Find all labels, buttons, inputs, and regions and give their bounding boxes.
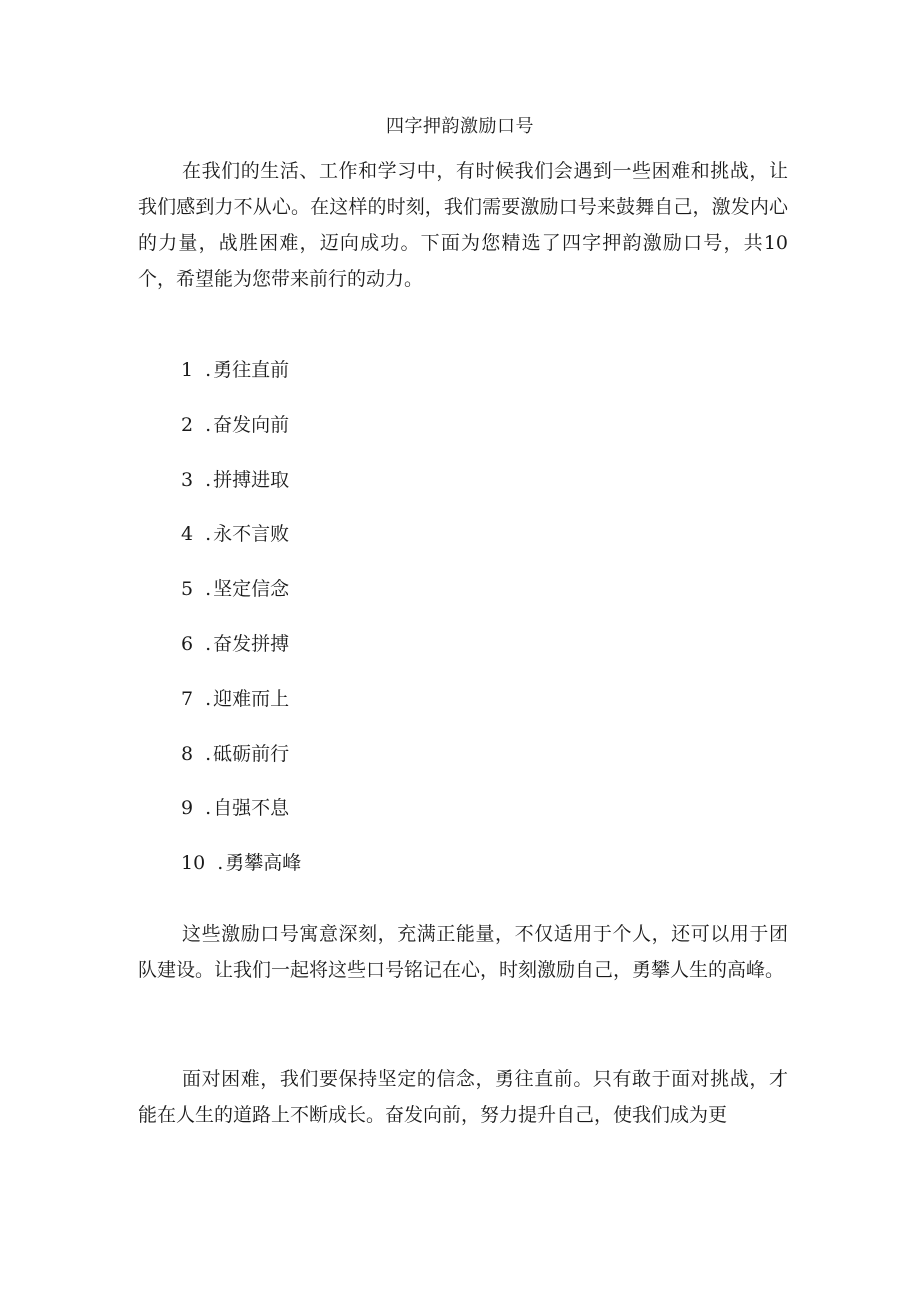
item-text: 勇往直前 — [213, 359, 290, 381]
list-item — [181, 739, 301, 794]
item-text: 勇攀高峰 — [225, 852, 302, 875]
item-number: 3 — [181, 468, 194, 491]
list-item — [181, 355, 301, 410]
item-separator: . — [205, 687, 212, 710]
document-title: 四字押韵激励口号 — [386, 116, 534, 137]
item-separator: . — [205, 359, 212, 381]
item-number: 9 — [181, 797, 194, 820]
list-item — [181, 684, 301, 739]
item-separator: . — [205, 632, 212, 655]
item-separator: . — [205, 468, 212, 491]
item-separator: . — [205, 742, 212, 765]
list-item — [181, 848, 301, 903]
item-number: 2 — [181, 413, 194, 436]
list-item — [181, 519, 301, 574]
item-number: 7 — [181, 687, 194, 710]
closing-paragraph-2: 面对困难，我们要保持坚定的信念，勇往直前。只有敢于面对挑战，才能在人生的道路上不断成长。奋发向前，努力提升自己，使我们成为更 — [138, 1068, 788, 1126]
item-text: 奋发拼搏 — [213, 632, 290, 655]
list-item — [181, 629, 301, 684]
intro-paragraph: 在我们的生活、工作和学习中，有时候我们会遇到一些困难和挑战，让我们感到力不从心。在这样的时刻，我们需要激励口号来鼓舞自己，激发内心的力量，战胜困难，迈向成功。下面为您精选了四字押韵激励口号，共10个，希望能为您带来前行的动力。 — [138, 160, 788, 290]
item-number: 5 — [181, 578, 194, 601]
item-number: 1 — [181, 359, 194, 381]
item-separator: . — [217, 852, 224, 875]
item-text: 拼搏进取 — [213, 468, 290, 491]
item-text: 永不言败 — [213, 523, 290, 546]
list-item — [181, 793, 301, 848]
item-text: 迎难而上 — [213, 687, 290, 710]
item-text: 坚定信念 — [213, 578, 290, 601]
item-text: 自强不息 — [213, 797, 290, 820]
list-item — [181, 574, 301, 629]
list-item — [181, 410, 301, 465]
item-number: 10 — [181, 852, 206, 875]
item-separator: . — [205, 797, 212, 820]
item-text: 奋发向前 — [213, 413, 290, 436]
item-number: 8 — [181, 742, 194, 765]
item-number: 6 — [181, 632, 194, 655]
item-separator: . — [205, 413, 212, 436]
slogan-list — [181, 355, 301, 903]
item-separator: . — [205, 523, 212, 546]
item-text: 砥砺前行 — [213, 742, 290, 765]
item-number: 4 — [181, 523, 194, 546]
item-separator: . — [205, 578, 212, 601]
list-item — [181, 465, 301, 520]
closing-paragraph-1: 这些激励口号寓意深刻，充满正能量，不仅适用于个人，还可以用于团队建设。让我们一起将这些口号铭记在心，时刻激励自己，勇攀人生的高峰。 — [138, 923, 788, 981]
